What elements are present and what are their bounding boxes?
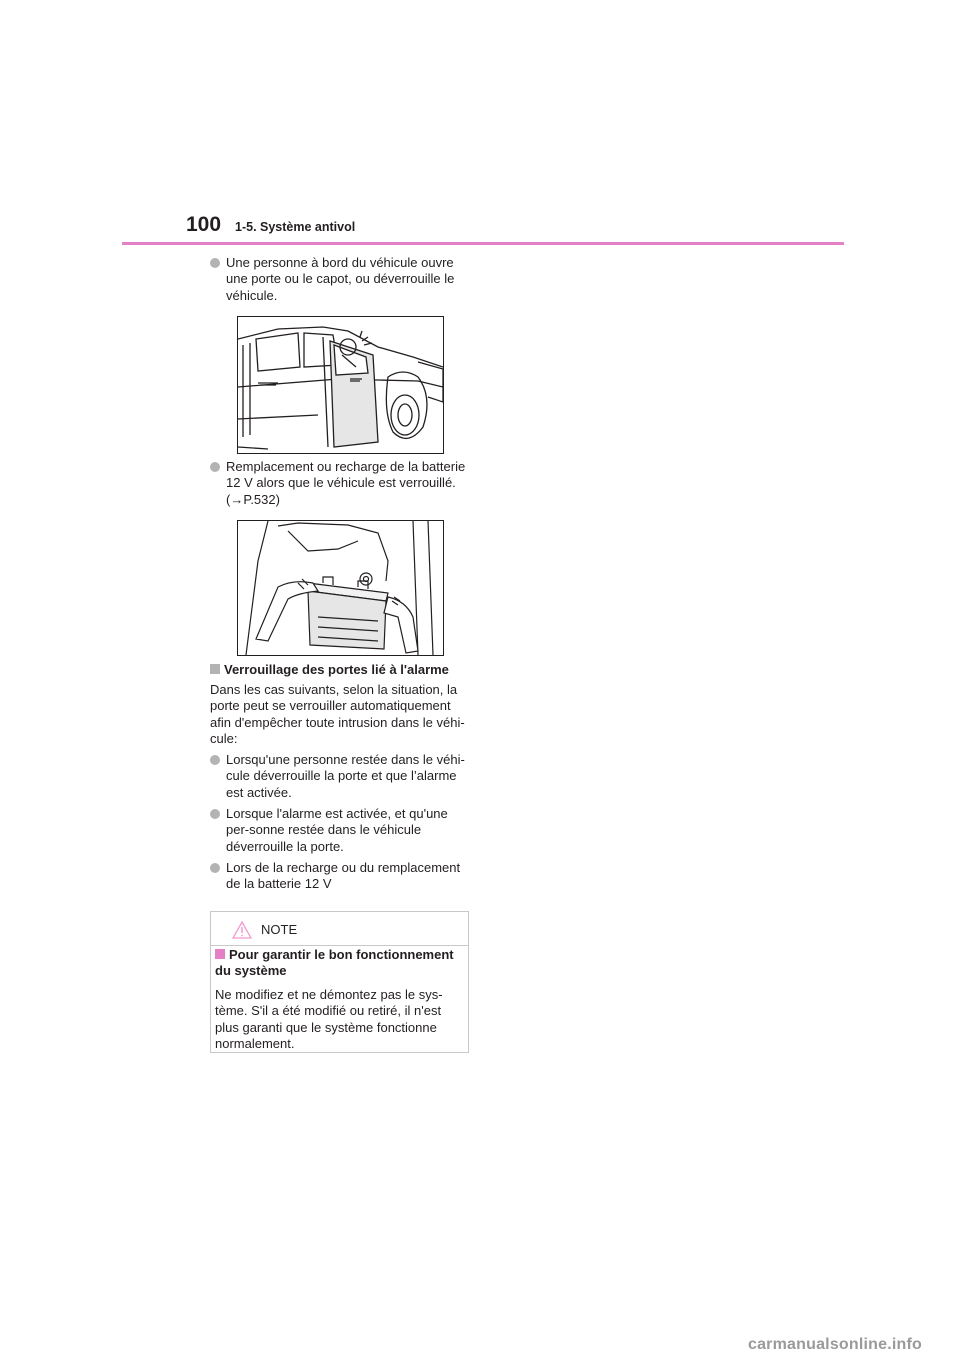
lock-section-intro: Dans les cas suivants, selon la situation, la porte peut se verrouiller automatiquement afin d'empêcher toute intrusion dans le véhi-cule: xyxy=(210,682,465,747)
note-header xyxy=(211,912,468,946)
page-number: 100 xyxy=(186,213,222,236)
bullet-dot xyxy=(210,863,220,873)
note-title xyxy=(215,947,465,980)
lock-section-heading xyxy=(210,662,472,678)
bullet-dot xyxy=(210,809,220,819)
bullet-dot xyxy=(210,462,220,472)
bullet-text: Lors de la recharge ou du remplacement de la batterie 12 V xyxy=(226,860,461,892)
bullet-dot xyxy=(210,755,220,765)
battery-illustration xyxy=(238,521,443,655)
lock-item-3 xyxy=(210,860,472,893)
note-body: Ne modifiez et ne démontez pas le sys-tème. S'il a été modifié ou retiré, il n'est plus garanti que le système fonctionne normalement. xyxy=(215,987,443,1052)
footer-watermark: carmanualsonline.info xyxy=(747,1336,922,1353)
lock-item-1 xyxy=(210,752,472,801)
bullet-door-open xyxy=(210,255,472,304)
figure-car-door-open xyxy=(237,316,444,454)
bullet-text: Remplacement ou recharge de la batterie 12 V alors que le véhicule est verrouillé. (→P.532) xyxy=(226,459,466,507)
car-door-illustration xyxy=(238,317,443,453)
heading-square-icon xyxy=(210,664,220,674)
section-title: 1-5. Système antivol xyxy=(235,220,356,234)
note-square-icon xyxy=(215,949,225,959)
bullet-text: Une personne à bord du véhicule ouvre une porte ou le capot, ou déverrouille le véhicule. xyxy=(226,255,455,303)
note-title-text: Pour garantir le bon fonctionnement du système xyxy=(215,947,454,979)
bullet-text: Lorsqu'une personne restée dans le véhi-cule déverrouille la porte et que l’alarme est activée. xyxy=(226,752,465,800)
heading-text: Verrouillage des portes lié à l'alarme xyxy=(224,662,449,677)
note-label: NOTE xyxy=(261,922,298,937)
warning-triangle-icon xyxy=(232,921,252,939)
note-box xyxy=(210,911,469,1053)
figure-battery xyxy=(237,520,444,656)
bullet-text: Lorsque l'alarme est activée, et qu'une per-sonne restée dans le véhicule déverrouille la porte. xyxy=(226,806,448,854)
lock-item-2 xyxy=(210,806,472,855)
bullet-dot xyxy=(210,258,220,268)
header-rule xyxy=(122,242,844,245)
bullet-battery-replace xyxy=(210,459,472,508)
